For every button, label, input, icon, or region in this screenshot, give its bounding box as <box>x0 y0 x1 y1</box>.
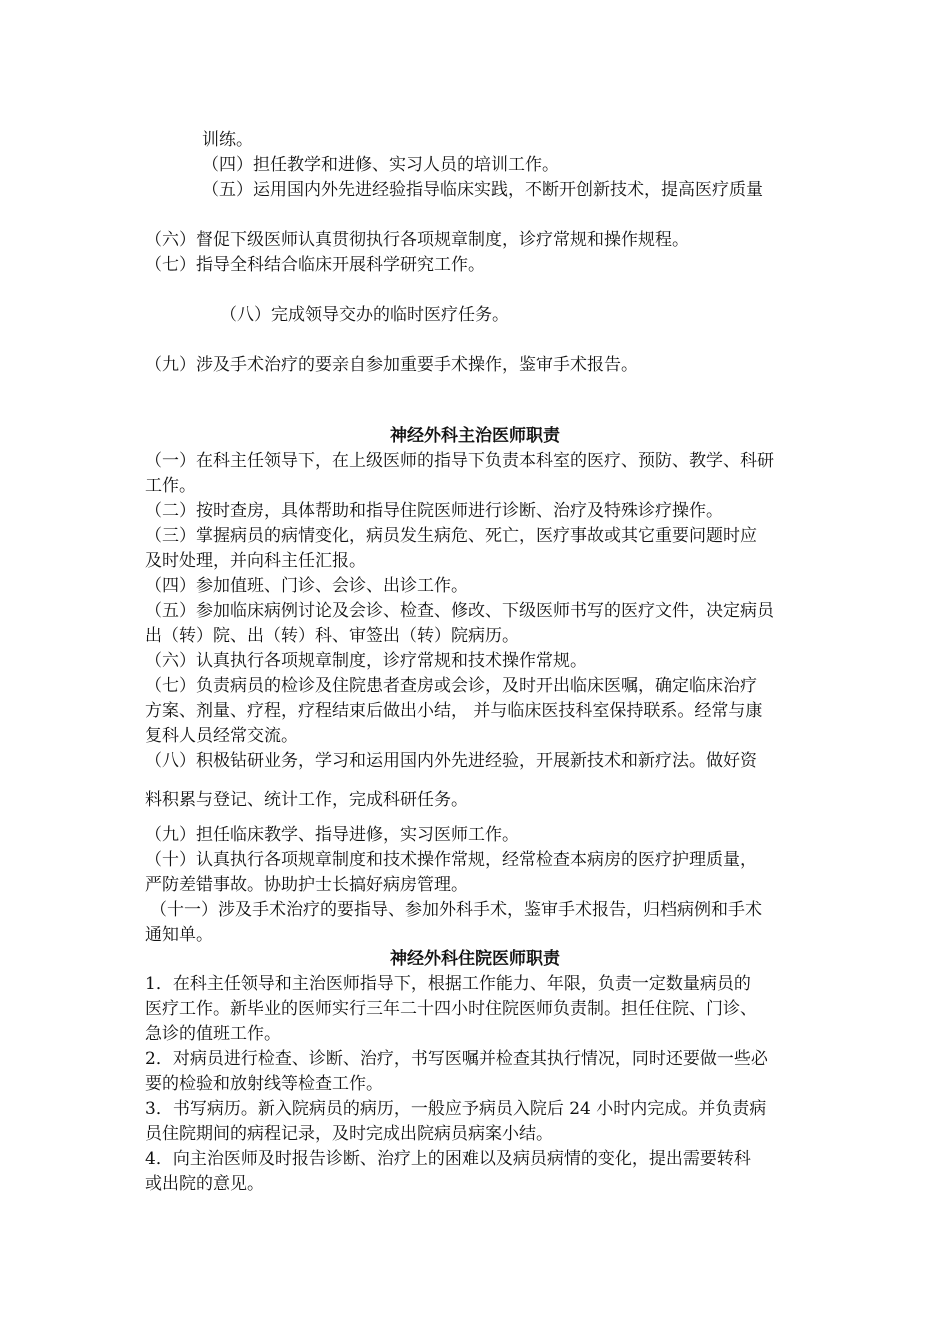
paragraph-line: 通知单。 <box>145 925 213 945</box>
paragraph-line: （五）参加临床病例讨论及会诊、检查、修改、下级医师书写的医疗文件，决定病员 <box>145 601 774 621</box>
paragraph-line: （二）按时查房，具体帮助和指导住院医师进行诊断、治疗及特殊诊疗操作。 <box>145 501 723 521</box>
paragraph-line: （五）运用国内外先进经验指导临床实践，不断开创新技术，提高医疗质量 <box>202 180 763 200</box>
paragraph-line: 医疗工作。新毕业的医师实行三年二十四小时住院医师负责制。担任住院、门诊、 <box>145 999 757 1019</box>
section-title: 神经外科住院医师职责 <box>390 949 560 969</box>
paragraph-line: （十一）涉及手术治疗的要指导、参加外科手术，鉴审手术报告，归档病例和手术 <box>150 900 762 920</box>
paragraph-line: （九）担任临床教学、指导进修，实习医师工作。 <box>145 825 519 845</box>
paragraph-line: （六）认真执行各项规章制度，诊疗常规和技术操作常规。 <box>145 651 587 671</box>
paragraph-line: （八）完成领导交办的临时医疗任务。 <box>220 305 509 325</box>
paragraph-line: （九）涉及手术治疗的要亲自参加重要手术操作，鉴审手术报告。 <box>145 355 638 375</box>
paragraph-line: （三）掌握病员的病情变化，病员发生病危、死亡，医疗事故或其它重要问题时应 <box>145 526 757 546</box>
paragraph-line: 3．书写病历。新入院病员的病历，一般应予病员入院后 24 小时内完成。并负责病 <box>145 1099 767 1119</box>
section-title: 神经外科主治医师职责 <box>390 426 560 446</box>
paragraph-line: 员住院期间的病程记录，及时完成出院病员病案小结。 <box>145 1124 553 1144</box>
paragraph-line: 4．向主治医师及时报告诊断、治疗上的困难以及病员病情的变化，提出需要转科 <box>145 1149 751 1169</box>
paragraph-line: （十）认真执行各项规章制度和技术操作常规，经常检查本病房的医疗护理质量， <box>145 850 757 870</box>
paragraph-line: （八）积极钻研业务，学习和运用国内外先进经验，开展新技术和新疗法。做好资 <box>145 751 757 771</box>
paragraph-line: （七）指导全科结合临床开展科学研究工作。 <box>145 255 485 275</box>
paragraph-line: 及时处理，并向科主任汇报。 <box>145 551 366 571</box>
paragraph-line: （六）督促下级医师认真贯彻执行各项规章制度，诊疗常规和操作规程。 <box>145 230 689 250</box>
paragraph-line: 或出院的意见。 <box>145 1174 264 1194</box>
paragraph-line: 2．对病员进行检查、诊断、治疗，书写医嘱并检查其执行情况，同时还要做一些必 <box>145 1049 768 1069</box>
paragraph-line: 工作。 <box>145 476 196 496</box>
paragraph-line: 要的检验和放射线等检查工作。 <box>145 1074 383 1094</box>
paragraph-line: （四）参加值班、门诊、会诊、出诊工作。 <box>145 576 468 596</box>
paragraph-line: 急诊的值班工作。 <box>145 1024 281 1044</box>
paragraph-line: 训练。 <box>202 130 253 150</box>
paragraph-line: （四）担任教学和进修、实习人员的培训工作。 <box>202 155 559 175</box>
paragraph-line: （七）负责病员的检诊及住院患者查房或会诊，及时开出临床医嘱，确定临床治疗 <box>145 676 757 696</box>
paragraph-line: 方案、剂量、疗程，疗程结束后做出小结， 并与临床医技科室保持联系。经常与康 <box>145 701 763 721</box>
paragraph-line: 严防差错事故。协助护士长搞好病房管理。 <box>145 875 468 895</box>
paragraph-line: 复科人员经常交流。 <box>145 726 298 746</box>
paragraph-line: 1．在科主任领导和主治医师指导下，根据工作能力、年限，负责一定数量病员的 <box>145 974 751 994</box>
paragraph-line: 出（转）院、出（转）科、审签出（转）院病历。 <box>145 626 519 646</box>
paragraph-line: （一）在科主任领导下，在上级医师的指导下负责本科室的医疗、预防、教学、科研 <box>145 451 774 471</box>
paragraph-line: 料积累与登记、统计工作，完成科研任务。 <box>145 790 468 810</box>
